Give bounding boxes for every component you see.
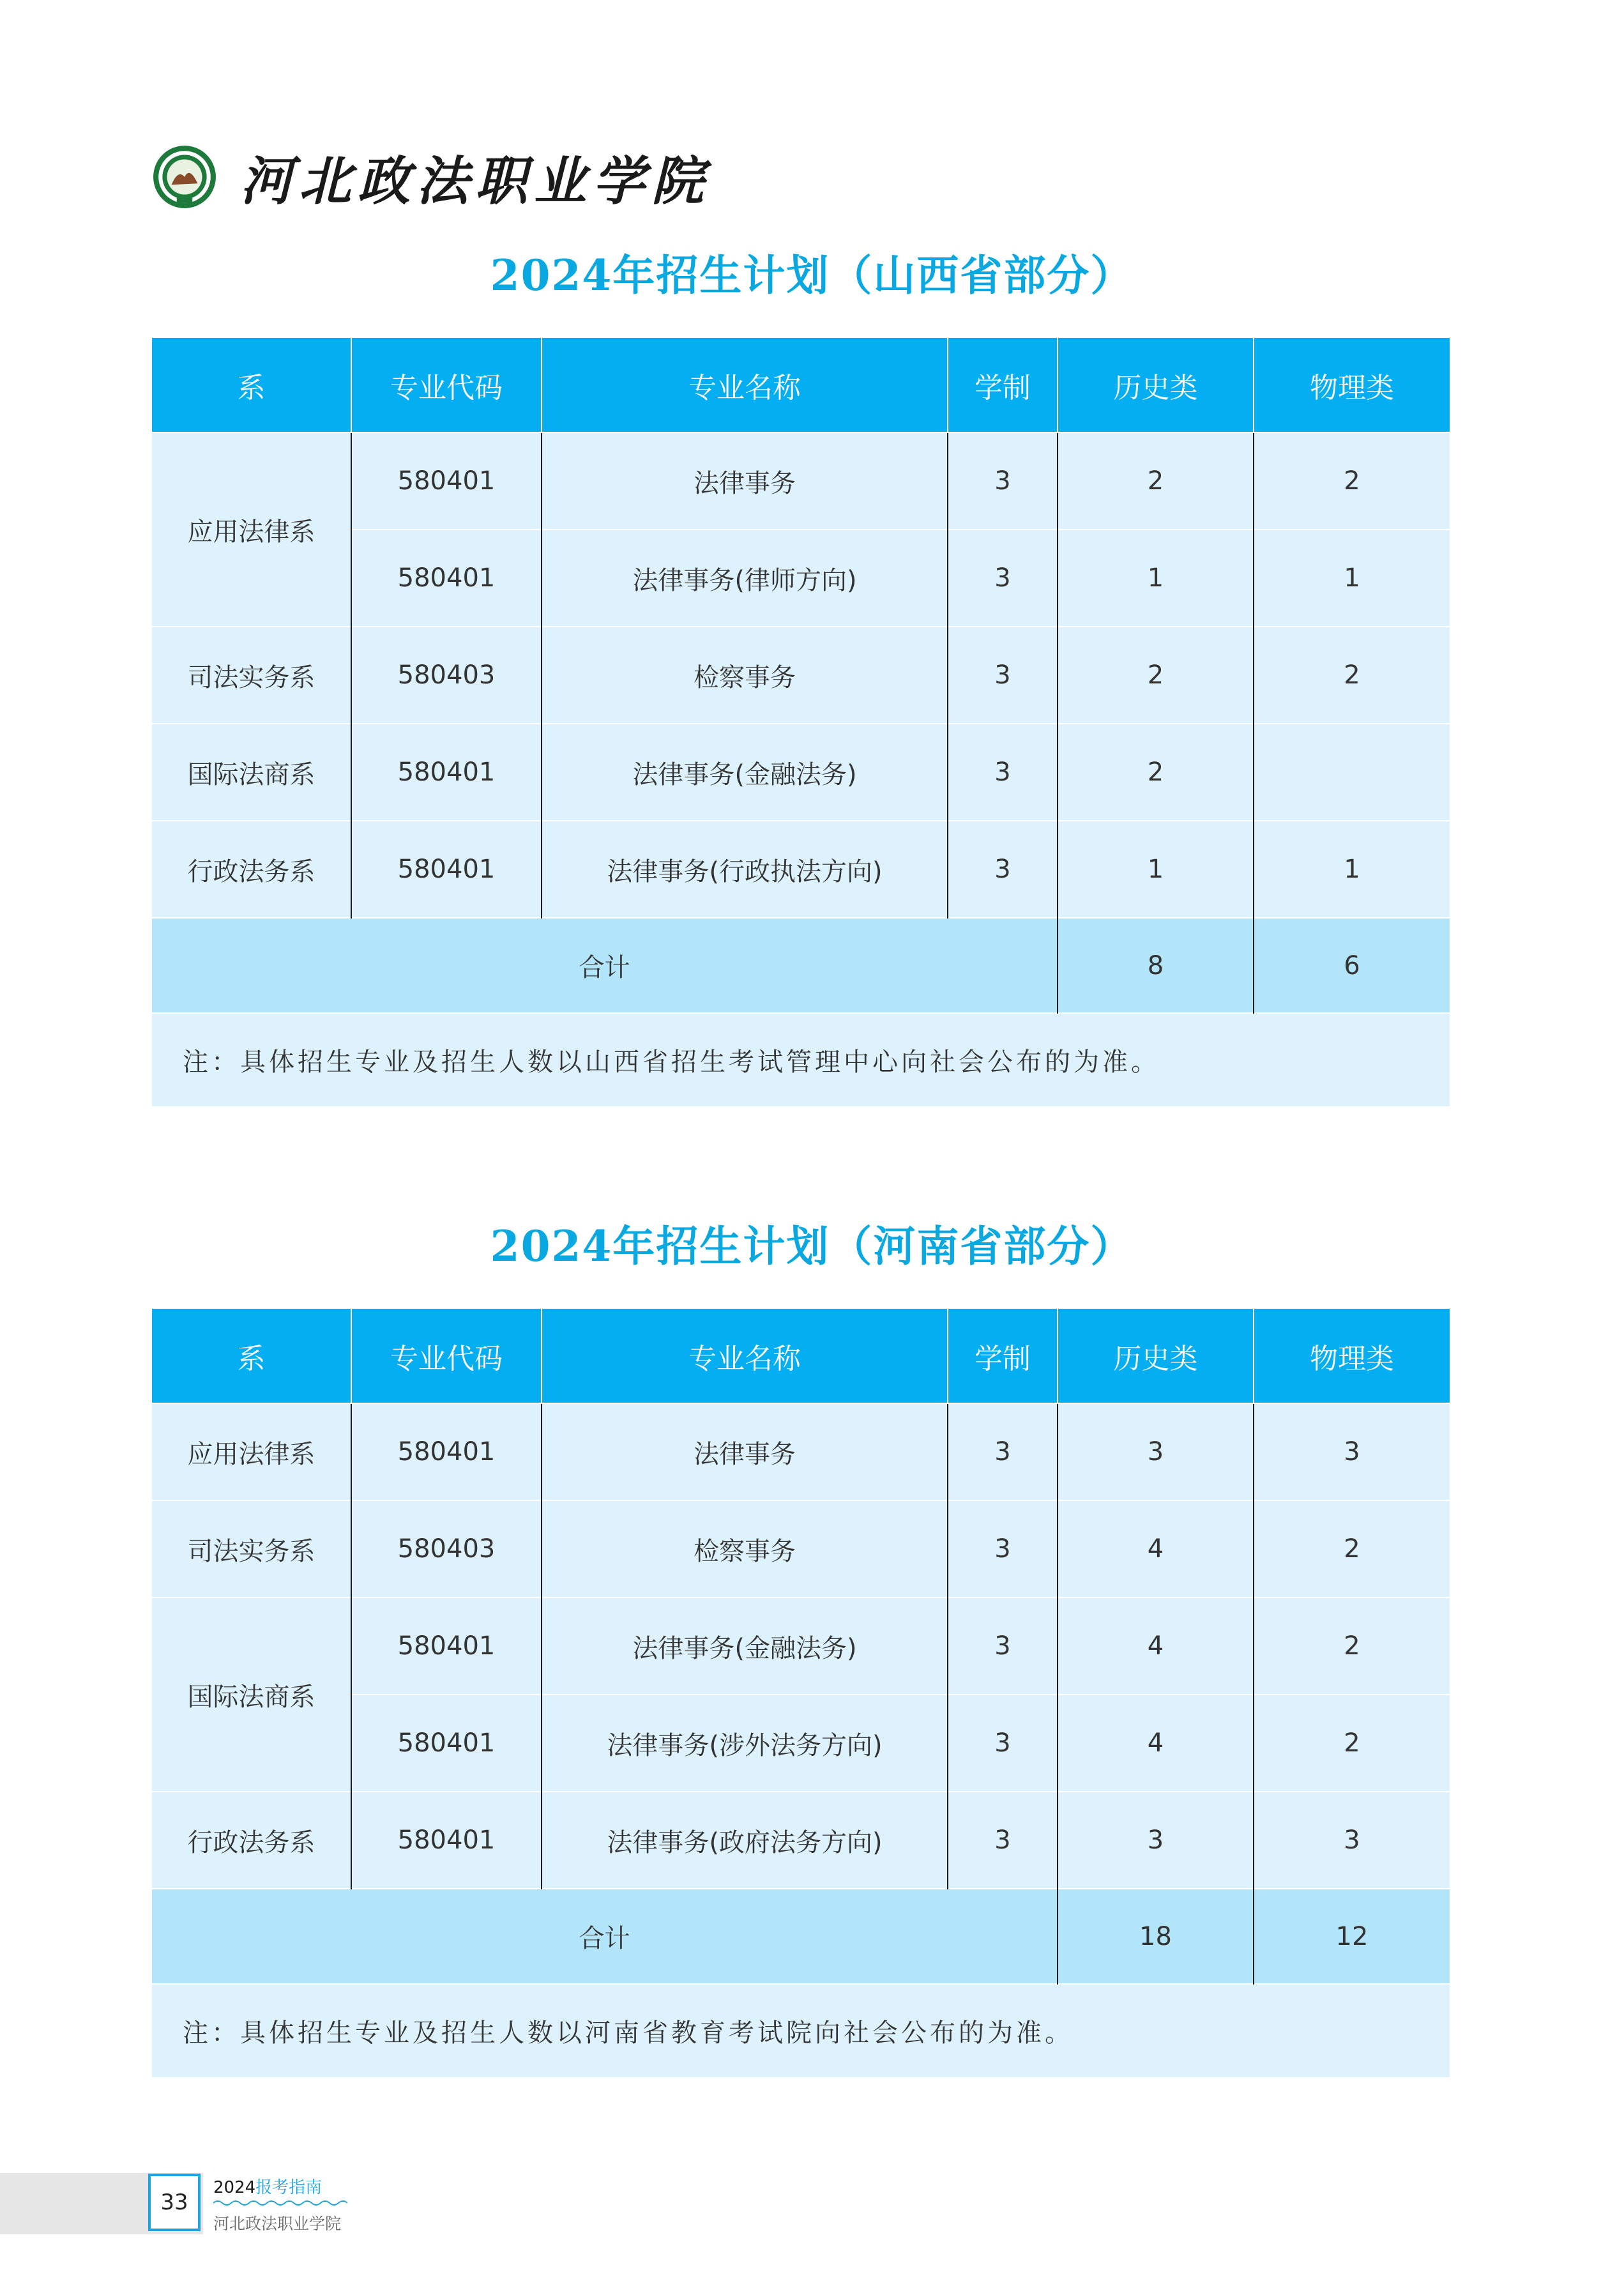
- department-cell: 国际法商系: [152, 724, 351, 821]
- physics-cell: 3: [1254, 1792, 1450, 1889]
- major-cell: 法律事务(金融法务): [542, 724, 948, 821]
- column-header: 系: [152, 1309, 351, 1403]
- years-cell: 3: [948, 1792, 1058, 1889]
- physics-cell: 2: [1254, 432, 1450, 530]
- table-header-row: [152, 338, 1450, 432]
- column-header: 专业代码: [351, 1309, 542, 1403]
- note-row: [152, 1013, 1450, 1106]
- department-cell: 应用法律系: [152, 1403, 351, 1500]
- guide-label: [213, 2174, 322, 2198]
- column-header: 历史类: [1058, 338, 1254, 432]
- page-number: 33: [148, 2174, 201, 2231]
- years-cell: 3: [948, 821, 1058, 918]
- column-header: 物理类: [1254, 338, 1450, 432]
- column-header: 系: [152, 338, 351, 432]
- table-row: [152, 821, 1450, 918]
- column-header: 物理类: [1254, 1309, 1450, 1403]
- page-header: [152, 142, 710, 212]
- total-row: [152, 1889, 1450, 1984]
- years-cell: 3: [948, 1500, 1058, 1597]
- column-header: 历史类: [1058, 1309, 1254, 1403]
- history-cell: 2: [1058, 432, 1254, 530]
- total-physics: 12: [1254, 1889, 1450, 1984]
- wave-divider-icon: [213, 2199, 347, 2207]
- history-cell: 4: [1058, 1597, 1254, 1695]
- code-cell: 580401: [351, 1597, 542, 1695]
- table-note: 注：具体招生专业及招生人数以山西省招生考试管理中心向社会公布的为准。: [152, 1013, 1450, 1106]
- physics-cell: 3: [1254, 1403, 1450, 1500]
- table-title: 2024年招生计划（山西省部分）: [490, 250, 1134, 300]
- code-cell: 580401: [351, 821, 542, 918]
- physics-cell: 2: [1254, 1597, 1450, 1695]
- history-cell: 4: [1058, 1695, 1254, 1792]
- physics-cell: 1: [1254, 821, 1450, 918]
- department-cell: 行政法务系: [152, 821, 351, 918]
- department-cell: 司法实务系: [152, 1500, 351, 1597]
- column-header: 专业名称: [542, 338, 948, 432]
- years-cell: 3: [948, 627, 1058, 724]
- department-cell: 行政法务系: [152, 1792, 351, 1889]
- history-cell: 1: [1058, 530, 1254, 627]
- physics-cell: 2: [1254, 1695, 1450, 1792]
- table-row: [152, 627, 1450, 724]
- column-header: 学制: [948, 1309, 1058, 1403]
- table-row: [152, 1403, 1450, 1500]
- years-cell: 3: [948, 432, 1058, 530]
- years-cell: 3: [948, 530, 1058, 627]
- total-label: 合计: [152, 918, 1058, 1013]
- table-row: [152, 432, 1450, 530]
- school-name-logotype: 河北政法职业学院: [240, 150, 710, 212]
- major-cell: 法律事务(涉外法务方向): [542, 1695, 948, 1792]
- department-cell: 司法实务系: [152, 627, 351, 724]
- total-history: 18: [1058, 1889, 1254, 1984]
- department-cell: 应用法律系: [152, 432, 351, 627]
- major-cell: 检察事务: [542, 1500, 948, 1597]
- department-cell: 国际法商系: [152, 1597, 351, 1792]
- footer-school-name: 河北政法职业学院: [213, 2214, 342, 2233]
- code-cell: 580401: [351, 530, 542, 627]
- major-cell: 法律事务(行政执法方向): [542, 821, 948, 918]
- column-header: 专业代码: [351, 338, 542, 432]
- major-cell: 法律事务: [542, 1403, 948, 1500]
- history-cell: 2: [1058, 627, 1254, 724]
- enrollment-table-henan: [152, 1309, 1450, 2077]
- column-header: 学制: [948, 338, 1058, 432]
- major-cell: 法律事务(金融法务): [542, 1597, 948, 1695]
- years-cell: 3: [948, 1403, 1058, 1500]
- code-cell: 580401: [351, 724, 542, 821]
- physics-cell: [1254, 724, 1450, 821]
- years-cell: 3: [948, 724, 1058, 821]
- table-row: [152, 724, 1450, 821]
- table-title: 2024年招生计划（河南省部分）: [490, 1221, 1134, 1271]
- total-row: [152, 918, 1450, 1013]
- column-header: 专业名称: [542, 1309, 948, 1403]
- physics-cell: 1: [1254, 530, 1450, 627]
- note-row: [152, 1984, 1450, 2077]
- code-cell: 580401: [351, 1792, 542, 1889]
- major-cell: 法律事务: [542, 432, 948, 530]
- history-cell: 3: [1058, 1403, 1254, 1500]
- table-header-row: [152, 1309, 1450, 1403]
- years-cell: 3: [948, 1597, 1058, 1695]
- physics-cell: 2: [1254, 627, 1450, 724]
- code-cell: 580401: [351, 1403, 542, 1500]
- history-cell: 4: [1058, 1500, 1254, 1597]
- table-note: 注：具体招生专业及招生人数以河南省教育考试院向社会公布的为准。: [152, 1984, 1450, 2077]
- guide-year: 2024: [213, 2178, 256, 2197]
- history-cell: 2: [1058, 724, 1254, 821]
- enrollment-table-shanxi: [152, 338, 1450, 1106]
- years-cell: 3: [948, 1695, 1058, 1792]
- guide-title: 报考指南: [255, 2178, 323, 2197]
- major-cell: 法律事务(政府法务方向): [542, 1792, 948, 1889]
- history-cell: 3: [1058, 1792, 1254, 1889]
- school-emblem-icon: [152, 144, 217, 210]
- history-cell: 1: [1058, 821, 1254, 918]
- physics-cell: 2: [1254, 1500, 1450, 1597]
- code-cell: 580401: [351, 432, 542, 530]
- major-cell: 法律事务(律师方向): [542, 530, 948, 627]
- total-physics: 6: [1254, 918, 1450, 1013]
- table-row: [152, 1597, 1450, 1695]
- table-row: [152, 1792, 1450, 1889]
- code-cell: 580401: [351, 1695, 542, 1792]
- total-label: 合计: [152, 1889, 1058, 1984]
- code-cell: 580403: [351, 627, 542, 724]
- major-cell: 检察事务: [542, 627, 948, 724]
- table-row: [152, 1500, 1450, 1597]
- total-history: 8: [1058, 918, 1254, 1013]
- code-cell: 580403: [351, 1500, 542, 1597]
